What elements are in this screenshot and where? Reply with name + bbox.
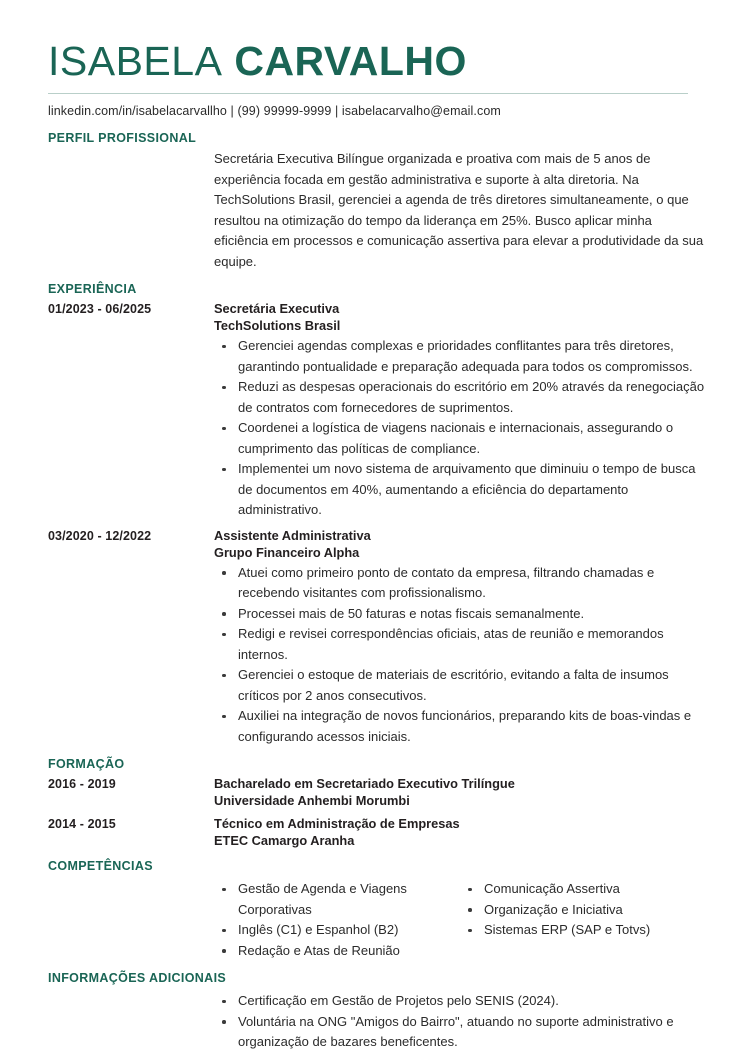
education-degree: Técnico em Administração de Empresas — [214, 816, 460, 831]
section-title-skills: COMPETÊNCIAS — [48, 859, 153, 873]
section-title-additional: INFORMAÇÕES ADICIONAIS — [48, 971, 227, 985]
education-entry — [48, 815, 708, 849]
list-item: Comunicação Assertiva — [460, 879, 708, 900]
additional-row — [48, 989, 708, 1053]
list-item: Voluntária na ONG "Amigos do Bairro", atuando no suporte administrativo e organização de bazares beneficentes. — [214, 1012, 708, 1053]
experience-details — [214, 527, 708, 748]
education-dates: 2016 - 2019 — [48, 777, 116, 791]
skills-column-right — [460, 877, 708, 941]
experience-entry — [48, 300, 708, 521]
header-divider — [48, 93, 688, 94]
education-degree: Bacharelado em Secretariado Executivo Trilíngue — [214, 776, 515, 791]
education-institution: Universidade Anhembi Morumbi — [214, 793, 410, 808]
candidate-name — [48, 38, 708, 84]
additional-content — [214, 989, 708, 1053]
skills-column-left — [214, 877, 460, 961]
skills-columns — [214, 877, 708, 961]
list-item: Reduzi as despesas operacionais do escritório em 20% através da renegociação de contratos com fornecedores de suprimentos. — [214, 377, 708, 418]
candidate-last-name: CARVALHO — [234, 38, 467, 84]
list-item: Redigi e revisei correspondências oficiais, atas de reunião e memorandos internos. — [214, 624, 708, 665]
list-item: Auxiliei na integração de novos funcionários, preparando kits de boas-vindas e configurando acessos iniciais. — [214, 706, 708, 747]
additional-bullet-list — [214, 991, 708, 1053]
section-title-experience: EXPERIÊNCIA — [48, 282, 137, 296]
contact-line: linkedin.com/in/isabelacarvallho | (99) 99999-9999 | isabelacarvalho@email.com — [48, 104, 501, 118]
education-dates: 2014 - 2015 — [48, 817, 116, 831]
experience-organization: Grupo Financeiro Alpha — [214, 544, 360, 560]
list-item: Organização e Iniciativa — [460, 900, 708, 921]
profile-row — [48, 149, 708, 272]
education-entry — [48, 775, 708, 809]
additional-rail-spacer — [48, 989, 214, 990]
list-item: Redação e Atas de Reunião — [214, 941, 460, 962]
list-item: Inglês (C1) e Espanhol (B2) — [214, 920, 460, 941]
experience-entry — [48, 527, 708, 748]
education-details — [214, 775, 708, 809]
experience-bullet-list — [214, 563, 708, 748]
profile-rail-spacer — [48, 149, 214, 150]
skills-list-right — [460, 879, 708, 941]
experience-dates: 03/2020 - 12/2022 — [48, 528, 152, 543]
candidate-first-name: ISABELA — [48, 38, 223, 84]
skills-rail-spacer — [48, 877, 214, 878]
section-title-education: FORMAÇÃO — [48, 757, 125, 771]
list-item: Coordenei a logística de viagens nacionais e internacionais, assegurando o cumprimento das políticas de compliance. — [214, 418, 708, 459]
list-item: Atuei como primeiro ponto de contato da empresa, filtrando chamadas e recebendo visitantes com profissionalismo. — [214, 563, 708, 604]
experience-job-title: Assistente Administrativa — [214, 527, 371, 543]
list-item: Gerenciei agendas complexas e prioridades conflitantes para três diretores, garantindo pontualidade e preparação adequada para todos os compromissos. — [214, 336, 708, 377]
list-item: Processei mais de 50 faturas e notas fiscais semanalmente. — [214, 604, 708, 625]
experience-job-title: Secretária Executiva — [214, 301, 340, 316]
experience-details — [214, 300, 708, 521]
list-item: Certificação em Gestão de Projetos pelo SENIS (2024). — [214, 991, 708, 1012]
education-institution: ETEC Camargo Aranha — [214, 833, 355, 848]
list-item: Sistemas ERP (SAP e Totvs) — [460, 920, 708, 941]
skills-row — [48, 877, 708, 961]
section-title-profile: PERFIL PROFISSIONAL — [48, 131, 197, 145]
experience-dates: 01/2023 - 06/2025 — [48, 302, 152, 316]
list-item: Gestão de Agenda e Viagens Corporativas — [214, 879, 460, 920]
list-item: Implementei um novo sistema de arquivamento que diminuiu o tempo de busca de documentos em 40%, aumentando a eficiência do departamento administrativo. — [214, 459, 708, 521]
skills-list-left — [214, 879, 460, 961]
profile-paragraph: Secretária Executiva Bilíngue organizada e proativa com mais de 5 anos de experiência focada em gestão administrativa e suporte à alta diretoria. Na TechSolutions Brasil, gerenciei a agenda de três diretores simultaneamente, o que resultou na otimização do tempo da liderança em 25%. Busco aplicar minha eficiência em processos e comunicação assertiva para elevar a produtividade da sua equipe. — [214, 151, 704, 269]
profile-content — [214, 149, 708, 272]
experience-organization: TechSolutions Brasil — [214, 318, 341, 333]
experience-bullet-list — [214, 336, 708, 521]
education-details — [214, 815, 708, 849]
list-item: Gerenciei o estoque de materiais de escritório, evitando a falta de insumos críticos por 2 anos consecutivos. — [214, 665, 708, 706]
skills-content — [214, 877, 708, 961]
